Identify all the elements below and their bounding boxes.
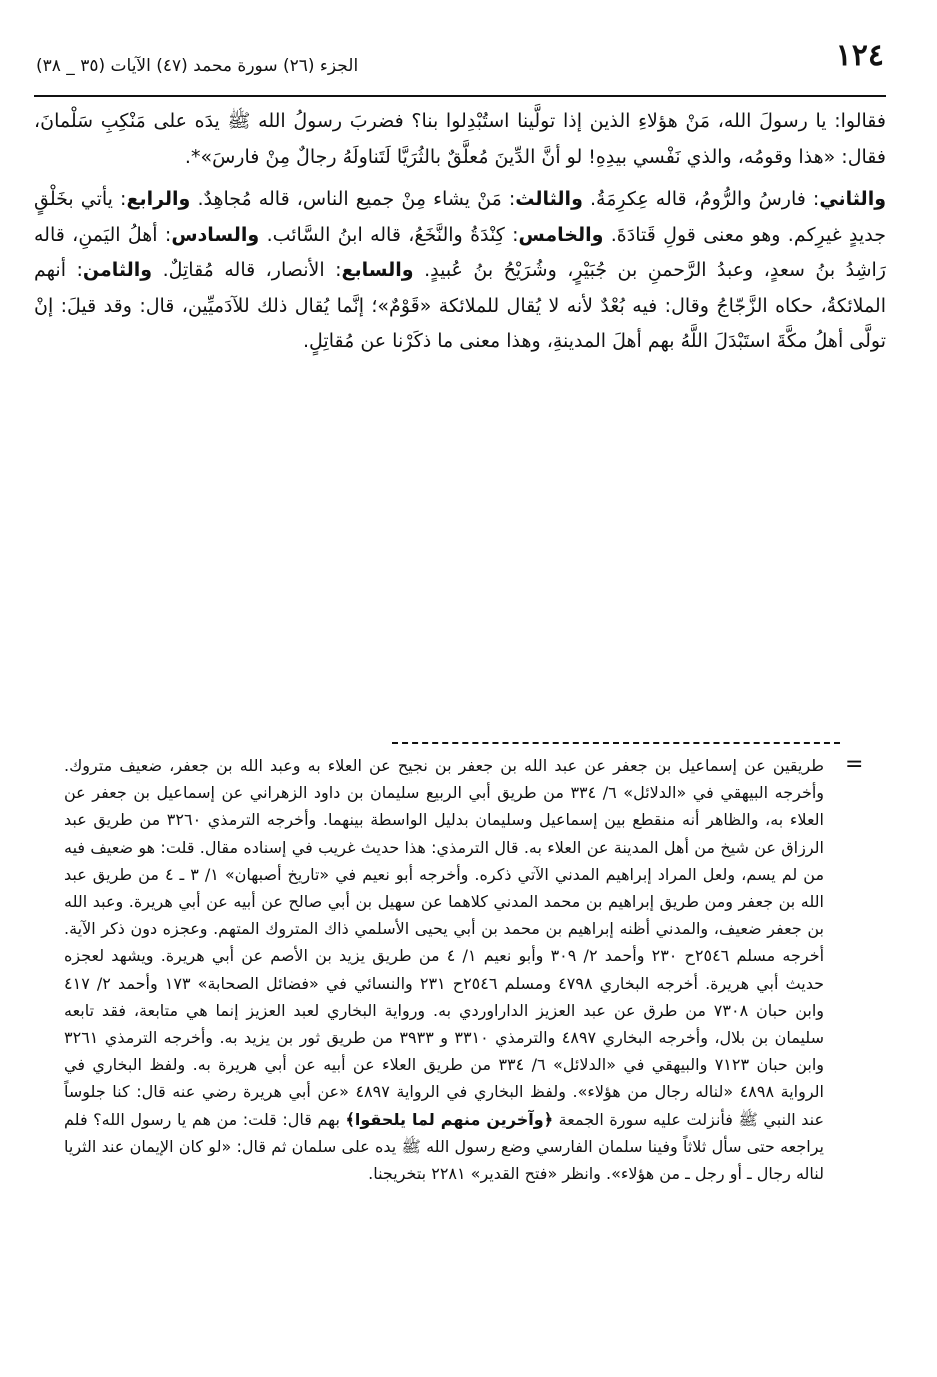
running-title: الجزء (٢٦) سورة محمد (٤٧) الآيات (٣٥ _ ٣٨) <box>36 56 359 76</box>
text-fourth: : يأتي بخَلْقٍ جديدٍ غيرِكم. وهو معنى قولِ قَتادَةَ. <box>34 188 886 246</box>
header-rule <box>34 95 886 97</box>
main-paragraph-2 <box>34 182 886 360</box>
footnote-continuation-mark: = <box>845 752 864 777</box>
keyword-fourth: والرابع <box>126 188 191 210</box>
footnote-part-3: بهم قال: قلت: من هم يا رسول الله؟ فلم يراجعه حتى سأل ثلاثاً وفينا سلمان الفارسي وضع رسول الله ﷺ يده على سلمان ثم قال: «لو كان الإيمان عند الثريا لناله رجال ـ أو رجل ـ من هؤلاء». وانظر «فتح القدير» ٢٢٨١ بتخريجنا. <box>64 1109 824 1184</box>
text-eighth: : أنهم الملائكةُ، حكاه الزَّجّاجُ وقال: فيه بُعْدٌ لأنه لا يُقال للملائكة «قَوْمٌ»؛ إنَّما يُقال ذلك للآدَميِّين، قال: وقد قيلَ: إنْ تولَّى أهلُ مكَّةَ استَبْدَلَ اللَّهُ بهم أهلَ المدينةِ، وهذا معنى ما ذكَرْنا عن مُقاتِلٍ. <box>34 259 886 352</box>
footnote-quran-verse: ﴿وآخرين منهم لما يلحقوا﴾ <box>345 1109 554 1129</box>
keyword-sixth: والسادس <box>171 223 260 246</box>
text-second: : فارسُ والرُّومُ، قاله عِكرِمَةُ. <box>582 188 820 210</box>
keyword-second: والثاني <box>819 188 887 210</box>
keyword-third: والثالث <box>515 188 583 210</box>
text-third: : مَنْ يشاء مِنْ جميع الناس، قاله مُجاهِدٌ. <box>190 188 516 210</box>
footnote-separator <box>392 742 840 744</box>
footnote-paragraph <box>64 752 824 1187</box>
keyword-seventh: والسابع <box>341 259 414 281</box>
text-sixth: : أهلُ اليَمنِ، قاله رَاشِدُ بنُ سعدٍ، وعبدُ الرَّحمنِ بن جُبَيْرٍ، وشُرَيْحُ بنُ عُبيدٍ. <box>34 223 886 281</box>
keyword-fifth: والخامس <box>518 223 604 246</box>
keyword-eighth: والثامن <box>82 259 153 281</box>
page-header <box>36 38 884 86</box>
footnote-text <box>64 752 824 1187</box>
text-fifth: : كِنْدَةُ والنَّخَعُ، قاله ابنُ السَّائب. <box>259 223 519 246</box>
main-text <box>34 104 886 360</box>
page-number: ١٢٤ <box>835 38 884 73</box>
main-paragraph-1: فقالوا: يا رسولَ الله، مَنْ هؤلاءِ الذين إذا تولَّينا استُبْدِلوا بنا؟ فضربَ رسولُ الله ﷺ يدَه على مَنْكِبِ سَلْمانَ، فقال: «هذا وقومُه، والذي نَفْسي بيدِهِ! لو أنَّ الدِّينَ مُعلَّقٌ بالثُرَيَّا لَتَناولَهُ رجالٌ مِنْ فارسَ»*. <box>34 110 886 168</box>
footnote-part-1: طريقين عن إسماعيل بن جعفر عن عبد الله بن جعفر بن نجيح عن العلاء به وعبد الله بن جعفر، ضعيف متروك. وأخرجه البيهقي في «الدلائل» ٦/ ٣٣٤ من طريق أبي الربيع سليمان بن داود الزهراني عن إسماعيل بن جعفر عن العلاء به، والظاهر أنه منقطع بين إسماعيل وسليمان بدليل الواسطة بينهما. وأخرجه الترمذي ٣٢٦٠ من طريق عبد الرزاق عن شيخ من أهل المدينة عن العلاء به. قال الترمذي: هذا حديث غريب في إسناده مقال. قلت: هو ضعيف فيه من لم يسم، ولعل المراد إبراهيم المدني الآتي ذكره. وأخرجه أبو نعيم في «تاريخ أصبهان» ١/ ٣ ـ ٤ من طريق عبد الله بن جعفر ومن طريق إبراهيم بن محمد المدني كلاهما عن سهيل بن أبي صالح عن أبيه عن أبي هريرة. وعبد الله بن جعفر ضعيف، والمدني أظنه إبراهيم بن محمد بن أبي يحيى الأسلمي ذاك المتروك المتهم. وعجزه دون ذكر الآية. أخرجه مسلم ٢٥٤٦ح ٢٣٠ وأحمد ٢/ ٣٠٩ وأبو نعيم ١/ ٤ من طريق يزيد بن الأصم عن أبي هريرة. ويشهد لعجزه حديث أبي هريرة. أخرجه البخاري ٤٧٩٨ ومسلم ٢٥٤٦ح ٢٣١ والنسائي في «فضائل الصحابة» ١٧٣ وأحمد ٢/ ٤١٧ وابن حبان ٧٣٠٨ من طرق عن عبد العزيز الداراوردي به. ورواية البخاري لعبد العزيز إنما هي متابعة، فقد تابعه سليمان بن بلال، وأخرجه البخاري ٤٨٩٧ والترمذي ٣٣١٠ و ٣٩٣٣ من طريق ثور بن يزيد به. وأخرجه الترمذي ٣٢٦١ وابن حبان ٧١٢٣ والبيهقي في «الدلائل» ٦/ ٣٣٤ من طريق العلاء عن أبيه عن أبي هريرة به. ولفظ البخاري في الرواية ٤٨٩٨ «لناله رجال من هؤلاء». ولفظ البخاري في الرواية ٤٨٩٧ «عن أبي هريرة رضي عنه قال: كنا جلوساً عند النبي ﷺ فأنزلت عليه سورة الجمعة <box>64 756 825 1129</box>
text-seventh: : الأنصار، قاله مُقاتِلٌ. <box>152 259 342 281</box>
